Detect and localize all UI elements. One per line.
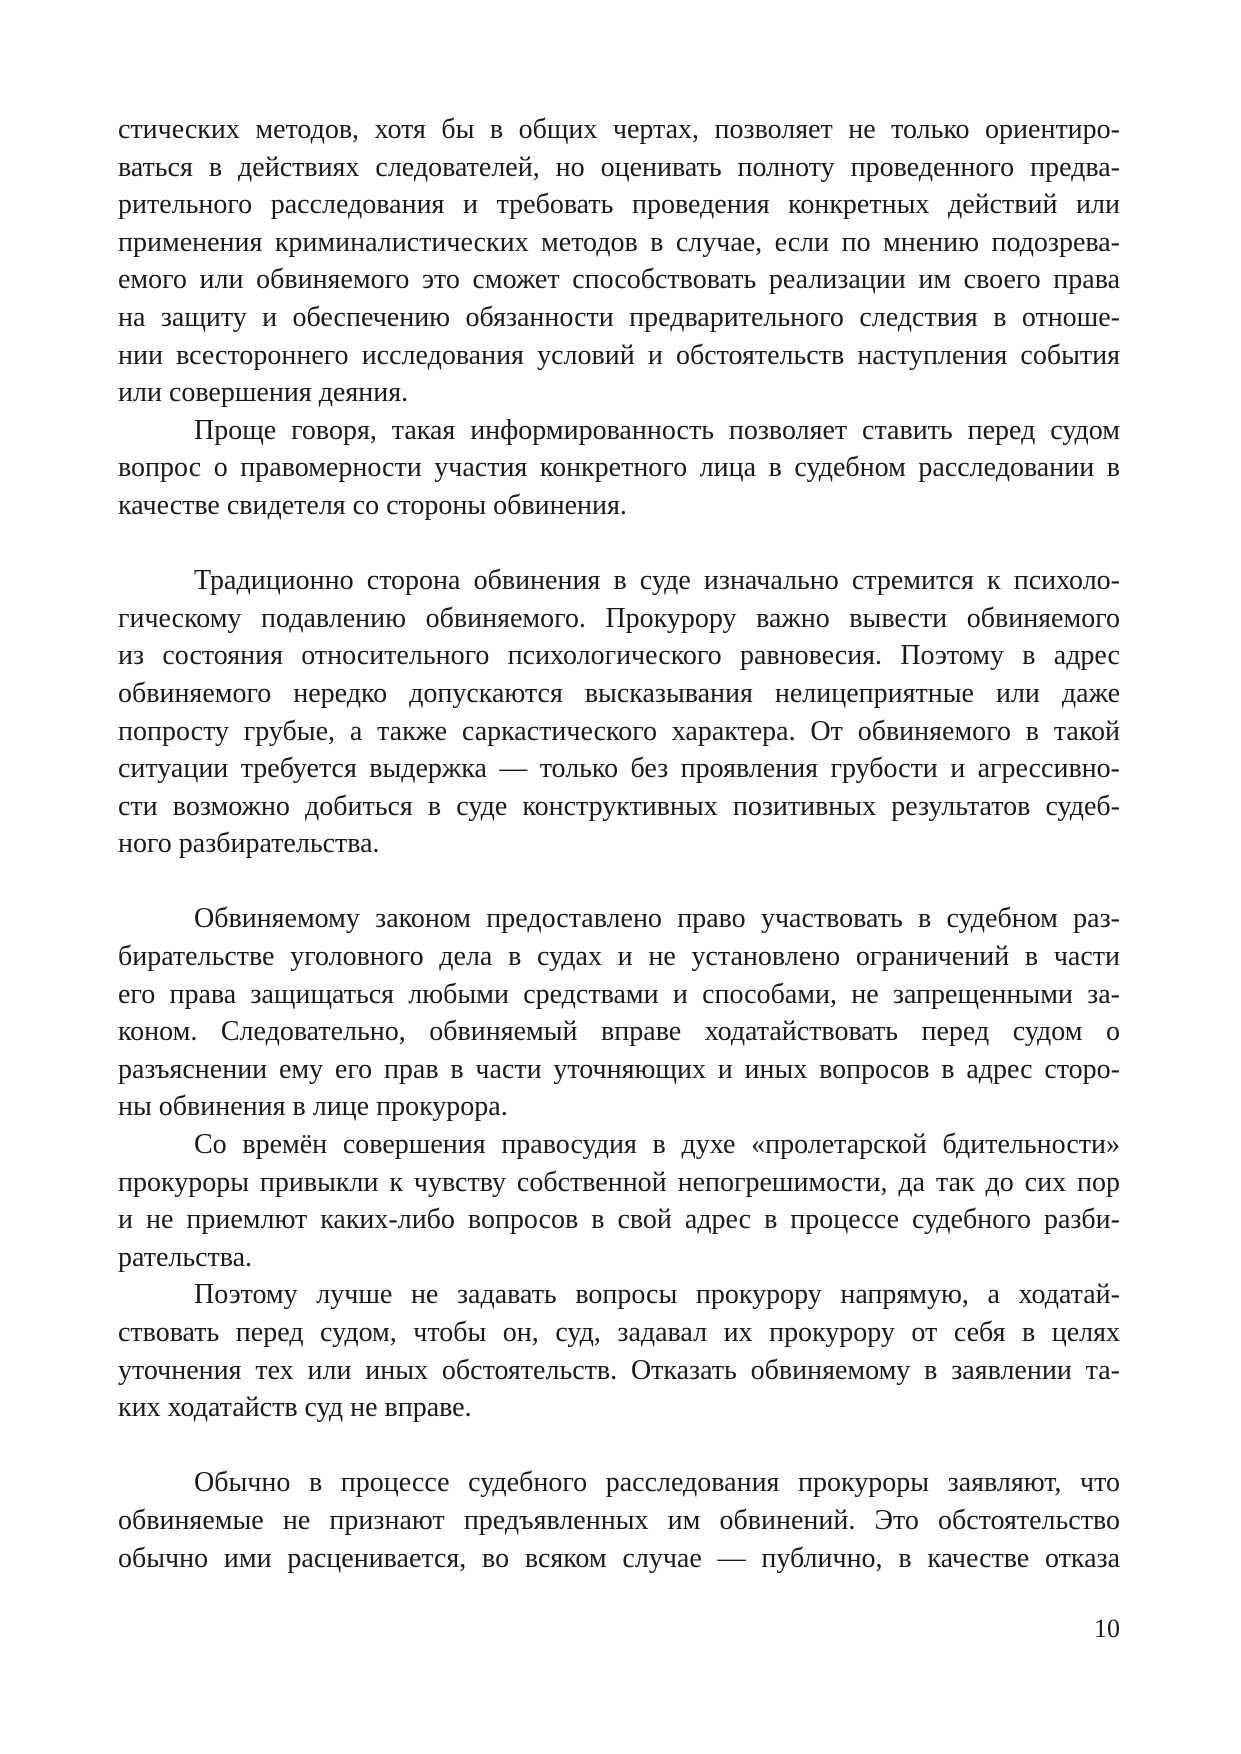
text-line: стических методов, хотя бы в общих чертах, позволяет не только ориентиро- xyxy=(118,114,1120,145)
paragraph xyxy=(118,1276,1120,1426)
text-line: ситуации требуется выдержка — только без проявления грубости и агрессивно- xyxy=(118,753,1120,785)
text-line: Со времён совершения правосудия в духе «пролетарской бдительности» xyxy=(194,1129,1120,1161)
blank-line xyxy=(118,1427,1120,1465)
text-line: коном. Следовательно, обвиняемый вправе ходатайствовать перед судом о xyxy=(118,1016,1120,1048)
text-line: обвиняемые не признают предъявленных им обвинений. Это обстоятельство xyxy=(118,1504,1120,1536)
text-line: его права защищаться любыми средствами и способами, не запрещенными за- xyxy=(118,978,1120,1010)
text-line: попросту грубые, а также саркастического характера. От обвиняемого в такой xyxy=(118,715,1120,747)
text-line: применения криминалистических методов в случае, если по мнению подозрева- xyxy=(118,226,1120,258)
blank-line xyxy=(118,525,1120,563)
paragraph xyxy=(118,1126,1120,1276)
text-line: обвиняемого нередко допускаются высказывания нелицеприятные или даже xyxy=(118,677,1120,709)
text-line: из состояния относительного психологического равновесия. Поэтому в адрес xyxy=(118,640,1120,672)
text-line: сти возможно добиться в суде конструктивных позитивных результатов судеб- xyxy=(118,790,1120,822)
text-line: ны обвинения в лице прокурора. xyxy=(118,1091,508,1123)
text-line: бирательстве уголовного дела в судах и не установлено ограничений в части xyxy=(118,941,1120,973)
paragraph xyxy=(118,412,1120,525)
text-line: уточнения тех или иных обстоятельств. Отказать обвиняемому в заявлении та- xyxy=(118,1354,1120,1386)
text-line: вопрос о правомерности участия конкретного лица в судебном расследовании в xyxy=(118,452,1120,484)
paragraph-continuation xyxy=(118,111,1120,412)
document-page xyxy=(118,111,1120,1577)
paragraph xyxy=(118,1464,1120,1577)
text-line: ких ходатайств суд не вправе. xyxy=(118,1392,472,1424)
text-line: разъяснении ему его прав в части уточняющих и иных вопросов в адрес сторо- xyxy=(118,1053,1120,1085)
blank-line xyxy=(118,863,1120,901)
text-line: Обвиняемому законом предоставлено право участвовать в судебном раз- xyxy=(194,903,1120,935)
text-line: рательства. xyxy=(118,1241,253,1273)
text-line: Проще говоря, такая информированность позволяет ставить перед судом xyxy=(194,414,1120,446)
text-line: ваться в действиях следователей, но оценивать полноту проведенного предва- xyxy=(118,151,1120,183)
text-line: и не приемлют каких-либо вопросов в свой адрес в процессе судебного разби- xyxy=(118,1204,1120,1236)
text-line: на защиту и обеспечению обязанности предварительного следствия в отноше- xyxy=(118,301,1120,333)
text-line: обычно ими расценивается, во всяком случае — публично, в качестве отказа xyxy=(118,1542,1120,1574)
paragraph xyxy=(118,900,1120,1126)
page-number: 10 xyxy=(1094,1614,1120,1643)
text-line: качестве свидетеля со стороны обвинения. xyxy=(118,489,627,521)
text-line: Обычно в процессе судебного расследования прокуроры заявляют, что xyxy=(194,1467,1120,1499)
text-line: нии всестороннего исследования условий и обстоятельств наступления события xyxy=(118,339,1120,371)
text-line: ного разбирательства. xyxy=(118,828,380,860)
text-line: гическому подавлению обвиняемого. Прокурору важно вывести обвиняемого xyxy=(118,602,1120,634)
text-line: или совершения деяния. xyxy=(118,377,409,409)
text-line: прокуроры привыкли к чувству собственной непогрешимости, да так до сих пор xyxy=(118,1166,1120,1198)
text-line: емого или обвиняемого это сможет способствовать реализации им своего права xyxy=(118,264,1120,296)
text-line: ствовать перед судом, чтобы он, суд, задавал их прокурору от себя в целях xyxy=(118,1317,1120,1348)
text-line: рительного расследования и требовать проведения конкретных действий или xyxy=(118,189,1120,221)
text-line: Традиционно сторона обвинения в суде изначально стремится к психоло- xyxy=(194,565,1120,597)
paragraph xyxy=(118,562,1120,863)
text-line: Поэтому лучше не задавать вопросы прокурору напрямую, а ходатай- xyxy=(194,1279,1120,1311)
